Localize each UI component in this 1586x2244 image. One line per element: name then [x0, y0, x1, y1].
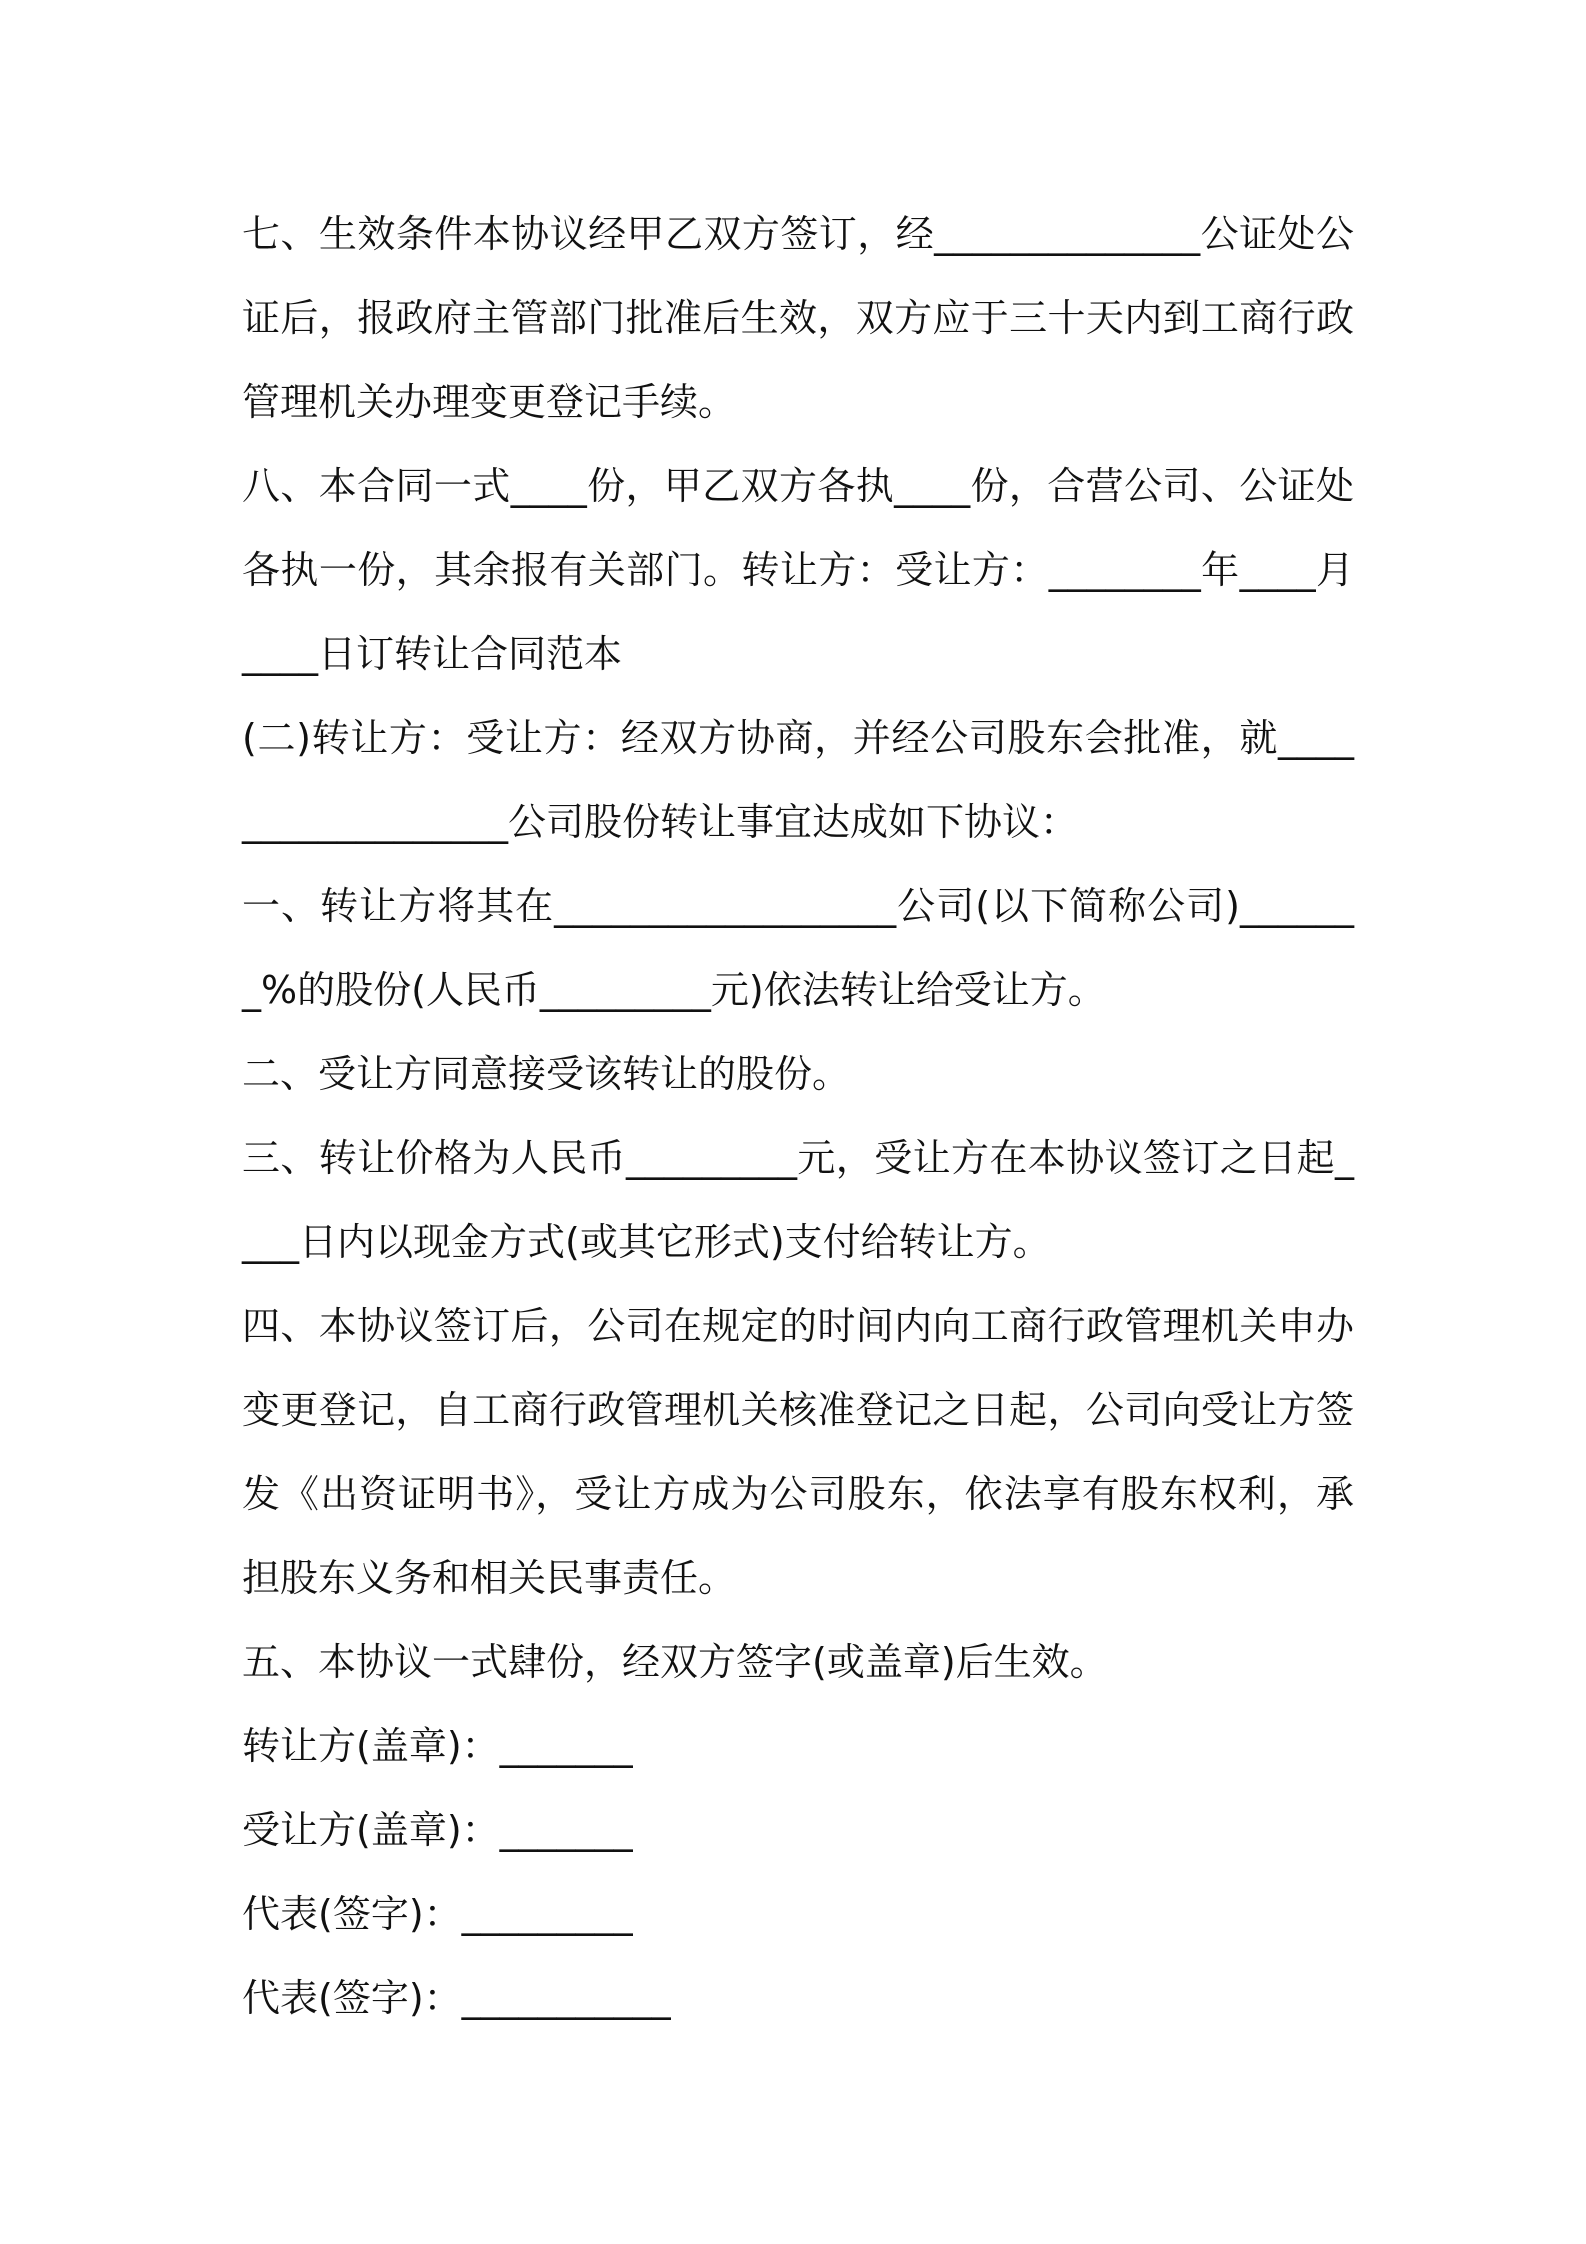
clause-one-transfer: 一、转让方将其在__________________公司(以下简称公司)_______%的股份(人民币_________元)依法转让给受让方。 — [242, 884, 1354, 1012]
representative-signature-line: 代表(签字)：___________ — [242, 1976, 671, 2020]
document-body — [242, 192, 1354, 2040]
agreement-preamble: (二)转让方：受让方：经双方协商，并经公司股东会批准，就__________________公司股份转让事宜达成如下协议： — [242, 716, 1354, 844]
clause-seven-effective-conditions: 七、生效条件本协议经甲乙双方签订，经______________公证处公证后，报政府主管部门批准后生效，双方应于三十天内到工商行政管理机关办理变更登记手续。 — [242, 212, 1354, 424]
clause-five-copies: 五、本协议一式肆份，经双方签字(或盖章)后生效。 — [242, 1640, 1108, 1684]
transferor-seal-line: 转让方(盖章)：_______ — [242, 1724, 633, 1768]
transferee-seal-line: 受让方(盖章)：_______ — [242, 1808, 633, 1852]
representative-signature-line: 代表(签字)：_________ — [242, 1892, 633, 1936]
clause-four-registration: 四、本协议签订后，公司在规定的时间内向工商行政管理机关申办变更登记，自工商行政管理机关核准登记之日起，公司向受让方签发《出资证明书》，受让方成为公司股东，依法享有股东权利，承担股东义务和相关民事责任。 — [242, 1304, 1354, 1600]
clause-three-price: 三、转让价格为人民币_________元，受让方在本协议签订之日起____日内以现金方式(或其它形式)支付给转让方。 — [242, 1136, 1354, 1264]
clause-eight-copies: 八、本合同一式____份，甲乙双方各执____份，合营公司、公证处各执一份，其余报有关部门。转让方：受让方：________年____月____日订转让合同范本 — [242, 464, 1354, 676]
clause-two-acceptance: 二、受让方同意接受该转让的股份。 — [242, 1052, 851, 1096]
